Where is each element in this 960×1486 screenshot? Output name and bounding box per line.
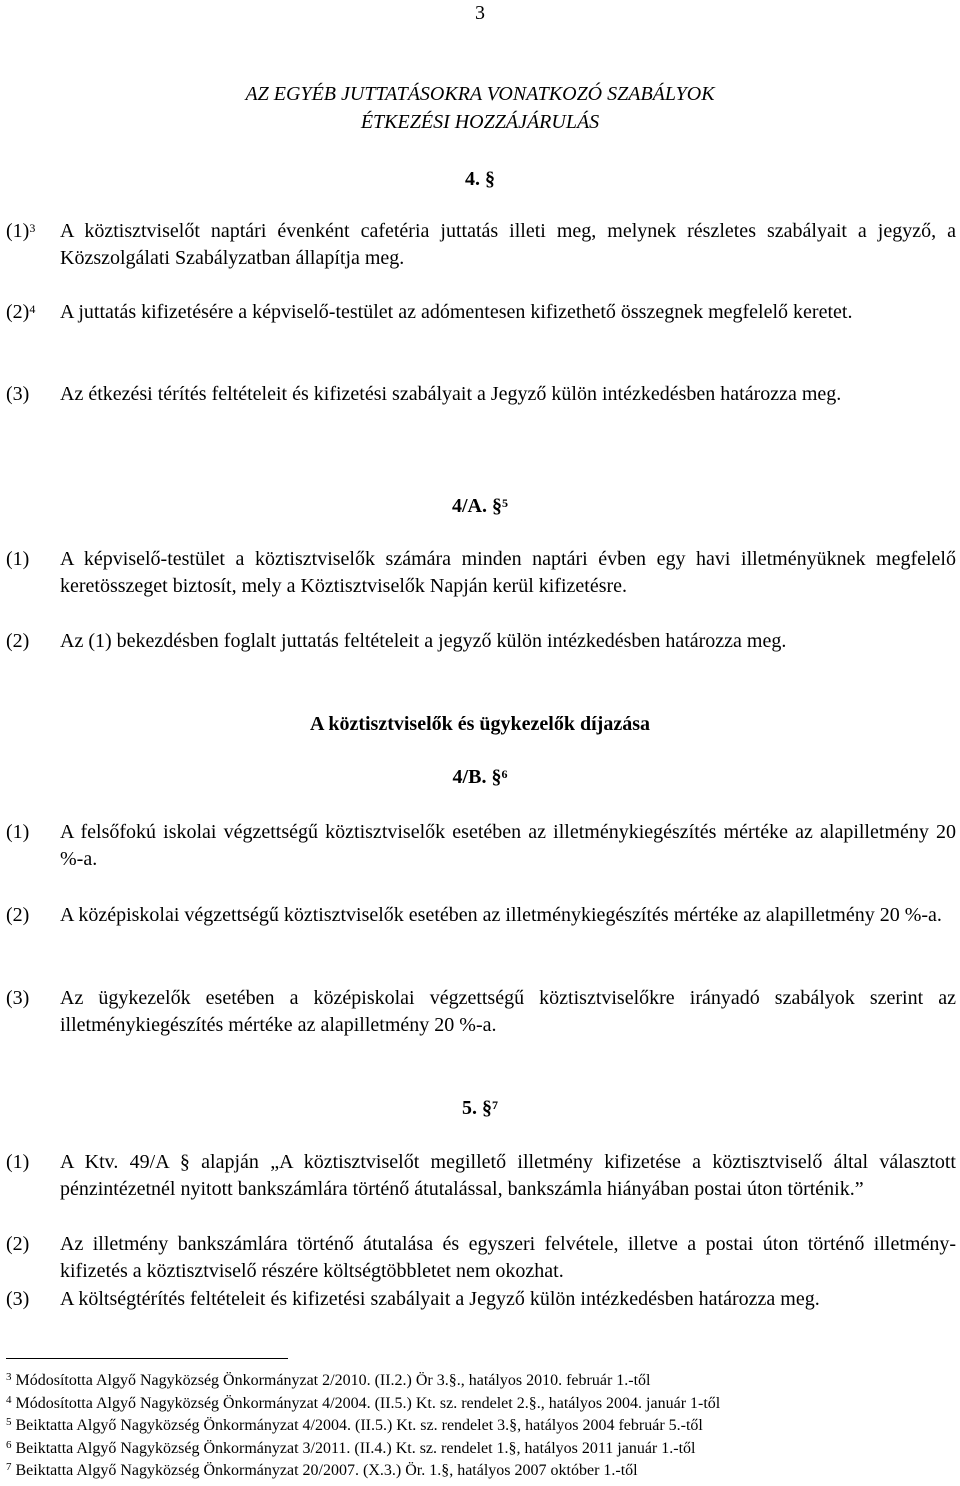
paragraph-text: A Ktv. 49/A § alapján „A köztisztviselőt megillető illetmény kifizetése a köztisztviselő által választott pénzintézetnél nyitott bankszámlára történő átutalással, bankszámla hiányában postai úton történik.” <box>60 1151 956 1200</box>
paragraph-text: A költségtérítés feltételeit és kifizetési szabályait a Jegyző külön intézkedésben határozza meg. <box>60 1288 820 1310</box>
section-5-paragraph-2 <box>0 1231 960 1285</box>
paragraph-number: (3) <box>6 987 30 1009</box>
footnote-text: Módosította Algyő Nagyközség Önkormányzat 4/2004. (II.5.) Kt. sz. rendelet 2.§., hatályos 2004. január 1-től <box>15 1395 721 1412</box>
paragraph-number: (2) <box>6 1233 30 1255</box>
footnote-ref: 7 <box>492 1098 498 1112</box>
footnote-ref: 5 <box>502 496 508 510</box>
section-4a-heading <box>0 493 960 519</box>
section-4b-paragraph-3 <box>0 985 960 1039</box>
footnote-separator <box>6 1358 288 1359</box>
footnote-number: 3 <box>6 1371 12 1383</box>
section-5-paragraph-3 <box>0 1286 960 1313</box>
paragraph-text: Az illetmény bankszámlára történő átutalása és egyszeri felvétele, illetve a postai úton történő illetmény-kifizetés a köztisztviselő részére költségtöbbletet nem okozhat. <box>60 1233 956 1282</box>
footnote-ref: 6 <box>501 767 508 781</box>
section-4b-paragraph-2 <box>0 902 960 929</box>
paragraph-number: (3) <box>6 383 30 405</box>
footnote-number: 4 <box>6 1394 12 1406</box>
footnote-number: 7 <box>6 1461 12 1473</box>
paragraph-number: (2) <box>6 904 30 926</box>
paragraph-text: A köztisztviselőt naptári évenként cafetéria juttatás illeti meg, melynek részletes szabályait a jegyző, a Közszolgálati Szabályzatban állapítja meg. <box>60 220 956 269</box>
section-label: 5. § <box>462 1097 492 1119</box>
section-5-heading <box>0 1095 960 1121</box>
footnote-text: Beiktatta Algyő Nagyközség Önkormányzat 3/2011. (II.4.) Kt. sz. rendelet 1.§, hatályos 2011 január 1.-től <box>15 1440 696 1457</box>
paragraph-number: (1) <box>6 220 30 242</box>
heading-line-1: AZ EGYÉB JUTTATÁSOKRA VONATKOZÓ SZABÁLYOK <box>245 83 715 105</box>
page-number: 3 <box>475 2 485 24</box>
footnote-ref: 4 <box>29 302 36 316</box>
section-4-paragraph-3 <box>0 381 960 408</box>
paragraph-text: A középiskolai végzettségű köztisztviselők esetében az illetménykiegészítés mértéke az alapilletmény 20 %-a. <box>60 904 942 926</box>
section-4-paragraph-1 <box>0 218 960 272</box>
footnote-ref: 3 <box>29 221 36 235</box>
footnote-5 <box>6 1415 956 1436</box>
footnote-text: Módosította Algyő Nagyközség Önkormányzat 2/2010. (II.2.) Ör 3.§., hatályos 2010. február 1.-től <box>15 1372 651 1389</box>
paragraph-text: A felsőfokú iskolai végzettségű köztisztviselők esetében az illetménykiegészítés mértéke az alapilletmény 20 %-a. <box>60 821 956 870</box>
section-4a-paragraph-2 <box>0 628 960 655</box>
paragraph-text: Az (1) bekezdésben foglalt juttatás feltételeit a jegyző külön intézkedésben határozza meg. <box>60 630 787 652</box>
section-label: 4/B. § <box>452 766 502 788</box>
paragraph-text: Az étkezési térítés feltételeit és kifizetési szabályait a Jegyző külön intézkedésben határozza meg. <box>60 383 842 405</box>
footnote-7 <box>6 1460 956 1481</box>
section-4-heading: 4. § <box>465 168 495 190</box>
paragraph-number: (1) <box>6 548 30 570</box>
subtitle: A köztisztviselők és ügykezelők díjazása <box>310 713 650 735</box>
footnote-4 <box>6 1393 956 1414</box>
paragraph-number: (2) <box>6 301 30 323</box>
footnote-number: 5 <box>6 1416 12 1428</box>
paragraph-number: (3) <box>6 1288 30 1310</box>
footnote-text: Beiktatta Algyő Nagyközség Önkormányzat 4/2004. (II.5.) Kt. sz. rendelet 3.§, hatályos 2004 február 5.-től <box>15 1417 703 1434</box>
paragraph-text: A képviselő-testület a köztisztviselők számára minden naptári évben egy havi illetményüknek megfelelő keretösszeget biztosít, mely a Köztisztviselők Napján kerül kifizetésre. <box>60 548 956 597</box>
footnote-text: Beiktatta Algyő Nagyközség Önkormányzat 20/2007. (X.3.) Ör. 1.§, hatályos 2007 október 1.-től <box>15 1462 638 1479</box>
section-4a-paragraph-1 <box>0 546 960 600</box>
section-4b-heading <box>0 764 960 790</box>
paragraph-number: (2) <box>6 630 30 652</box>
paragraph-text: Az ügykezelők esetében a középiskolai végzettségű köztisztviselőkre irányadó szabályok szerint az illetménykiegészítés mértéke az alapilletmény 20 %-a. <box>60 987 956 1036</box>
paragraph-number: (1) <box>6 1151 30 1173</box>
section-4b-paragraph-1 <box>0 819 960 873</box>
paragraph-text: A juttatás kifizetésére a képviselő-testület az adómentesen kifizethető összegnek megfelelő keretet. <box>60 301 853 323</box>
heading-line-2: ÉTKEZÉSI HOZZÁJÁRULÁS <box>360 111 600 133</box>
footnote-number: 6 <box>6 1439 12 1451</box>
footnote-3 <box>6 1370 956 1391</box>
section-4-paragraph-2 <box>0 299 960 326</box>
section-5-paragraph-1 <box>0 1149 960 1203</box>
section-label: 4/A. § <box>452 495 502 517</box>
footnote-6 <box>6 1438 956 1459</box>
paragraph-number: (1) <box>6 821 30 843</box>
